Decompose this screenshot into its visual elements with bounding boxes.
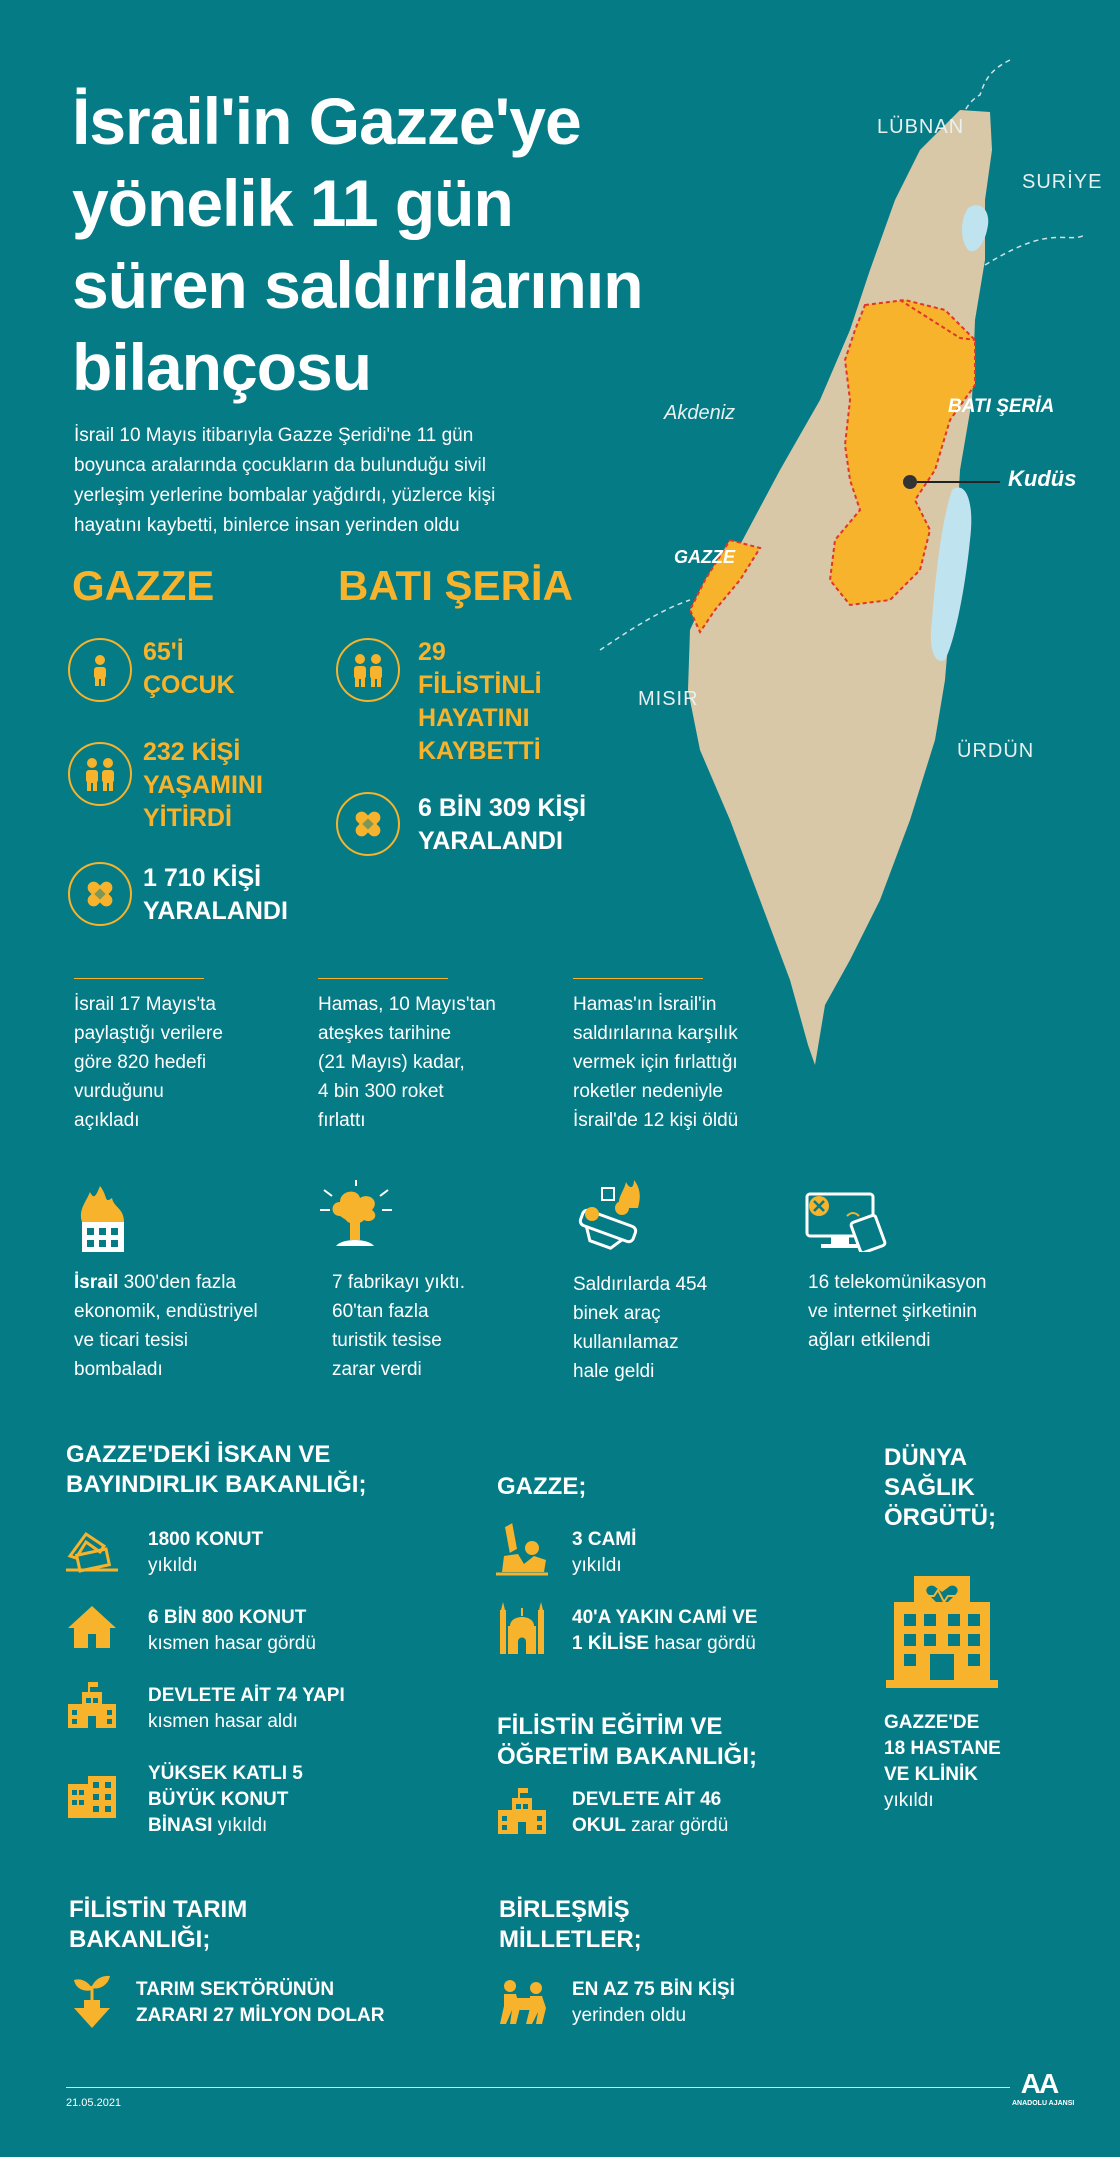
impact-economic: İsrail 300'den fazla ekonomik, endüstriyel ve ticari tesisi bombaladı [74, 1272, 258, 1380]
child-icon [68, 638, 132, 702]
bandage-icon [68, 862, 132, 926]
label-urdun: ÜRDÜN [957, 740, 1035, 762]
telecom-icon [803, 1190, 889, 1252]
gazze-heading: GAZZE [72, 562, 215, 609]
impact-factories: 7 fabrikayı yıktı. 60'tan fazla turistik tesise zarar verdi [332, 1272, 466, 1380]
mosque-icon [498, 1600, 546, 1656]
gazze-list-heading: GAZZE; [497, 1473, 587, 1500]
footer-date: 21.05.2021 [66, 2097, 122, 2109]
syria-border-line [985, 235, 1085, 265]
people-icon [68, 742, 132, 806]
label-akdeniz: Akdeniz [664, 402, 736, 424]
title-line-4: bilançosu [72, 330, 372, 404]
displaced-people-icon [496, 1978, 552, 2026]
title-line-2: yönelik 11 gün [72, 166, 513, 240]
bandage-icon [336, 792, 400, 856]
bm-heading: BİRLEŞMİŞ MİLLETLER; [499, 1896, 642, 1953]
footer-divider [66, 2087, 1010, 2088]
note-hamas-rockets: Hamas, 10 Mayıs'tan ateşkes tarihine (21 Mayıs) kadar, 4 bin 300 roket fırlattı [318, 994, 496, 1131]
hospital-icon [884, 1572, 1000, 1690]
divider [573, 978, 703, 979]
people-icon [336, 638, 400, 702]
school-building-icon [496, 1786, 548, 1836]
gazze-stat-children: 65'İ ÇOCUK [143, 638, 235, 699]
divider [318, 978, 448, 979]
anadolu-logo-mark: AA [1020, 2068, 1058, 2099]
gazze-stat-injured: 1 710 KİŞİ YARALANDI [143, 864, 288, 925]
bati-stat-injured: 6 BİN 309 KİŞİ YARALANDI [418, 794, 587, 855]
title-line-3: süren saldırılarının [72, 248, 643, 322]
intro-line: yerleşim yerlerine bombalar yağdırdı, yüzlerce kişi [74, 485, 496, 506]
note-israel-casualties: Hamas'ın İsrail'in saldırılarına karşılık vermek için fırlattığı roketler nedeniyle İsrail'de 12 kişi öldü [573, 994, 739, 1131]
iskan-heading: GAZZE'DEKİ İSKAN VE BAYINDIRLIK BAKANLIĞI; [66, 1441, 367, 1498]
tarim-heading: FİLİSTİN TARIM BAKANLIĞI; [69, 1896, 248, 1953]
bati-seria-heading: BATI ŞERİA [338, 562, 573, 609]
dso-heading: DÜNYA SAĞLIK ÖRGÜTÜ; [884, 1444, 996, 1531]
anadolu-logo [1012, 2068, 1075, 2107]
apartment-building-icon [66, 1774, 118, 1818]
destroyed-mosque-icon [494, 1520, 550, 1576]
iskan-item-3: DEVLETE AİT 74 YAPI kısmen hasar aldı [148, 1685, 345, 1732]
gazze-item-mosques-destroyed: 3 CAMİ yıkıldı [572, 1529, 637, 1576]
iskan-item-4: YÜKSEK KATLI 5 BÜYÜK KONUT BİNASI yıkıldı [148, 1763, 303, 1836]
intro-line: İsrail 10 Mayıs itibarıyla Gazze Şeridi'ne 11 gün [74, 425, 474, 446]
title-line-1: İsrail'in Gazze'ye [72, 84, 581, 158]
egitim-heading: FİLİSTİN EĞİTİM VE ÖĞRETİM BAKANLIĞI; [497, 1713, 757, 1770]
impact-vehicles: Saldırılarda 454 binek araç kullanılamaz hale geldi [573, 1274, 708, 1382]
collapsed-house-icon [64, 1526, 120, 1574]
kudus-marker [903, 475, 917, 489]
iskan-item-1: 1800 KONUT yıkıldı [148, 1529, 264, 1576]
intro-text [74, 421, 574, 541]
egitim-item-schools: DEVLETE AİT 46 OKUL zarar gördü [572, 1789, 729, 1836]
label-misir: MISIR [638, 688, 699, 710]
dso-item-hospitals: GAZZE'DE 18 HASTANE VE KLİNİK yıkıldı [884, 1712, 1001, 1811]
egypt-border-line [600, 600, 690, 650]
label-kudus: Kudüs [1008, 466, 1077, 491]
tarim-item-loss: TARIM SEKTÖRÜNÜN ZARARI 27 MİLYON DOLAR [136, 1979, 385, 2026]
anadolu-logo-text: ANADOLU AJANSI [1012, 2100, 1075, 2107]
explosion-icon [318, 1180, 394, 1254]
label-suriye: SURİYE [1022, 171, 1103, 193]
overturned-car-icon [572, 1178, 652, 1254]
note-israel-targets: İsrail 17 Mayıs'ta paylaştığı verilere göre 820 hedefi vurduğunu açıkladı [74, 994, 223, 1131]
government-building-icon [66, 1680, 118, 1730]
label-bati-seria: BATI ŞERİA [948, 396, 1055, 417]
gazze-item-mosques-church: 40'A YAKIN CAMİ VE 1 KİLİSE hasar gördü [572, 1607, 758, 1654]
bm-item-displaced: EN AZ 75 BİN KİŞİ yerinden oldu [572, 1979, 735, 2026]
burning-building-icon [74, 1182, 132, 1254]
page-title [72, 80, 772, 408]
label-lubnan: LÜBNAN [877, 116, 965, 138]
intro-line: boyunca aralarında çocukların da bulunduğu sivil [74, 455, 486, 476]
agriculture-loss-icon [68, 1972, 116, 2030]
gazze-stat-deaths: 232 KİŞİ YAŞAMINI YİTİRDİ [143, 738, 263, 832]
iskan-item-2: 6 BİN 800 KONUT kısmen hasar gördü [148, 1607, 316, 1654]
intro-line: hayatını kaybetti, binlerce insan yerinden oldu [74, 515, 460, 536]
bati-stat-deaths: 29 FİLİSTİNLİ HAYATINI KAYBETTİ [418, 638, 542, 765]
impact-telecom: 16 telekomünikasyon ve internet şirketinin ağları etkilendi [808, 1272, 987, 1351]
house-icon [66, 1604, 118, 1652]
divider [74, 978, 204, 979]
label-gazze-map: GAZZE [674, 547, 735, 567]
